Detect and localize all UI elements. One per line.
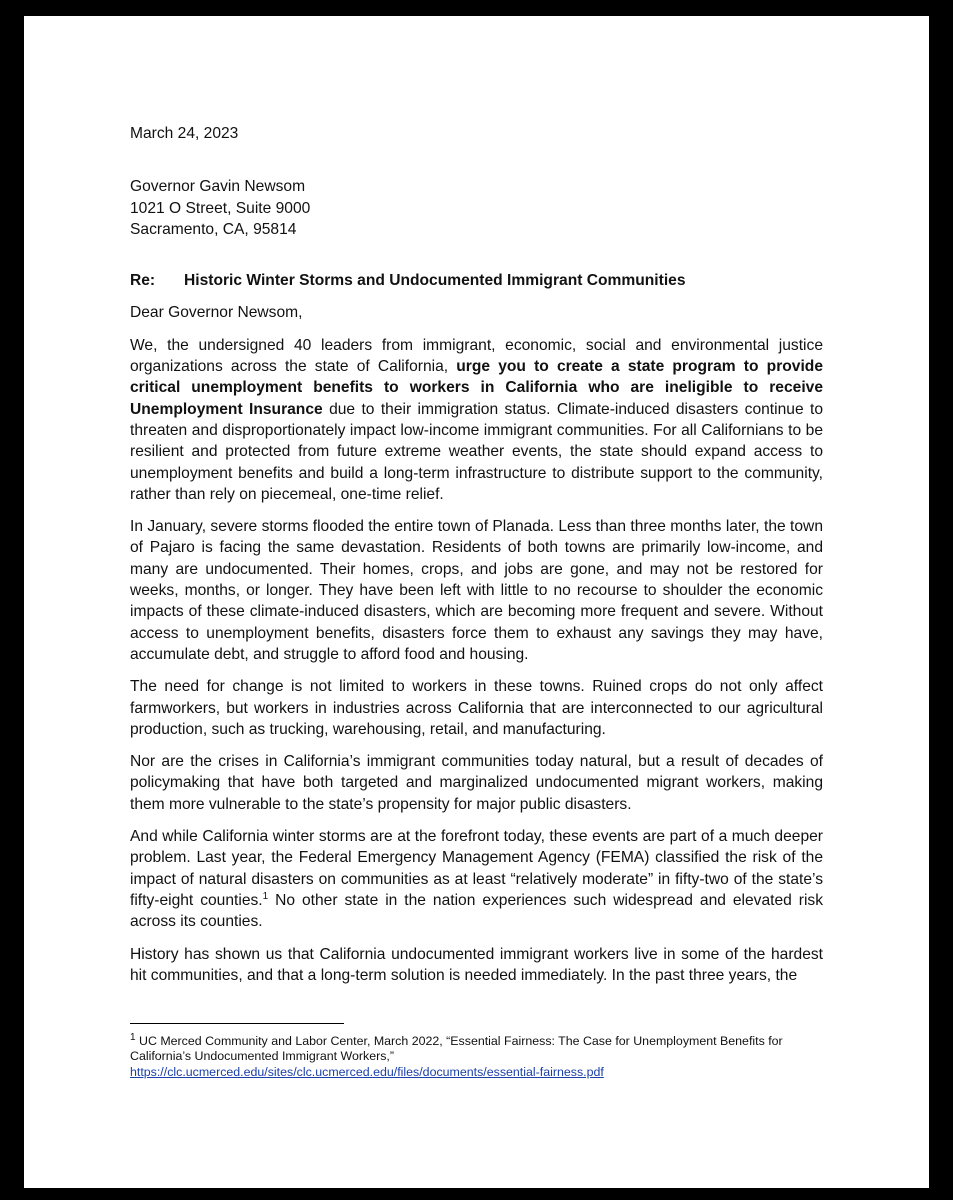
paragraph-text: No other state in the nation experiences such widespread and elevated risk across its counties. bbox=[130, 891, 823, 931]
paragraph-text: We, the undersigned 40 leaders from immigrant, economic, social and environmental justice organizations across the state of California, bbox=[130, 336, 823, 376]
footnote-divider bbox=[130, 1023, 344, 1024]
subject-label: Re: bbox=[130, 272, 156, 290]
paragraph-4: Nor are the crises in California’s immigrant communities today natural, but a result of decades of policymaking that have both targeted and marginalized undocumented migrant workers, making them more vulnerable to the state’s propensity for major public disasters. bbox=[130, 753, 823, 813]
address-line: 1021 O Street, Suite 9000 bbox=[130, 199, 311, 217]
paragraph-2: In January, severe storms flooded the entire town of Planada. Less than three months later, the town of Pajaro is facing the same devastation. Residents of both towns are primarily low-income, and many are undocumented. Their homes, crops, and jobs are gone, and may not be restored for weeks, months, or longer. They have been left with little to no recourse to shoulder the economic impacts of these climate-induced disasters, which are becoming more frequent and severe. Without access to unemployment benefits, disasters force them to exhaust any savings they may have, accumulate debt, and struggle to afford food and housing. bbox=[130, 518, 823, 663]
salutation: Dear Governor Newsom, bbox=[130, 304, 303, 322]
recipient-address bbox=[130, 176, 823, 240]
footnote bbox=[130, 1031, 823, 1080]
footnote-number: 1 bbox=[130, 1031, 136, 1043]
paragraph-3: The need for change is not limited to workers in these towns. Ruined crops do not only affect farmworkers, but workers in industries across California that are interconnected to our agricultural production, such as trucking, warehousing, retail, and manufacturing. bbox=[130, 678, 823, 738]
letter-date: March 24, 2023 bbox=[130, 125, 239, 142]
paragraph-1 bbox=[130, 335, 823, 505]
subject-text: Historic Winter Storms and Undocumented Immigrant Communities bbox=[184, 272, 686, 290]
footnote-link[interactable]: https://clc.ucmerced.edu/sites/clc.ucmerced.edu/files/documents/essential-fairness.pdf bbox=[130, 1064, 604, 1079]
letter-page bbox=[24, 16, 929, 1188]
letter-body bbox=[130, 123, 823, 986]
paragraph-text: And while California winter storms are at the forefront today, these events are part of a much deeper problem. Last year, the Federal Emergency Management Agency (FEMA) classified the risk of the impact of natural disasters on communities as at least “relatively moderate” in fifty-two of the state’s fifty-eight counties. bbox=[130, 828, 823, 909]
footnote-text: UC Merced Community and Labor Center, March 2022, “Essential Fairness: The Case for Unemployment Benefits for California’s Undocumented Immigrant Workers,” bbox=[130, 1034, 783, 1064]
paragraph-5 bbox=[130, 826, 823, 932]
address-line: Sacramento, CA, 95814 bbox=[130, 220, 297, 238]
paragraph-bold-text: urge you to create a state program to provide critical unemployment benefits to workers in California who are ineligible to receive Unemployment Insurance bbox=[130, 358, 823, 418]
paragraph-6: History has shown us that California undocumented immigrant workers live in some of the hardest hit communities, and that a long-term solution is needed immediately. In the past three years, the bbox=[130, 945, 823, 984]
subject-line bbox=[130, 270, 823, 291]
footnote-marker: 1 bbox=[262, 890, 269, 902]
paragraph-text: due to their immigration status. Climate-induced disasters continue to threaten and disproportionately impact low-income immigrant communities. For all Californians to be resilient and protected from future extreme weather events, the state should expand access to unemployment benefits and build a long-term infrastructure to distribute support to the community, rather than rely on piecemeal, one-time relief. bbox=[130, 400, 824, 503]
address-line: Governor Gavin Newsom bbox=[130, 178, 306, 196]
